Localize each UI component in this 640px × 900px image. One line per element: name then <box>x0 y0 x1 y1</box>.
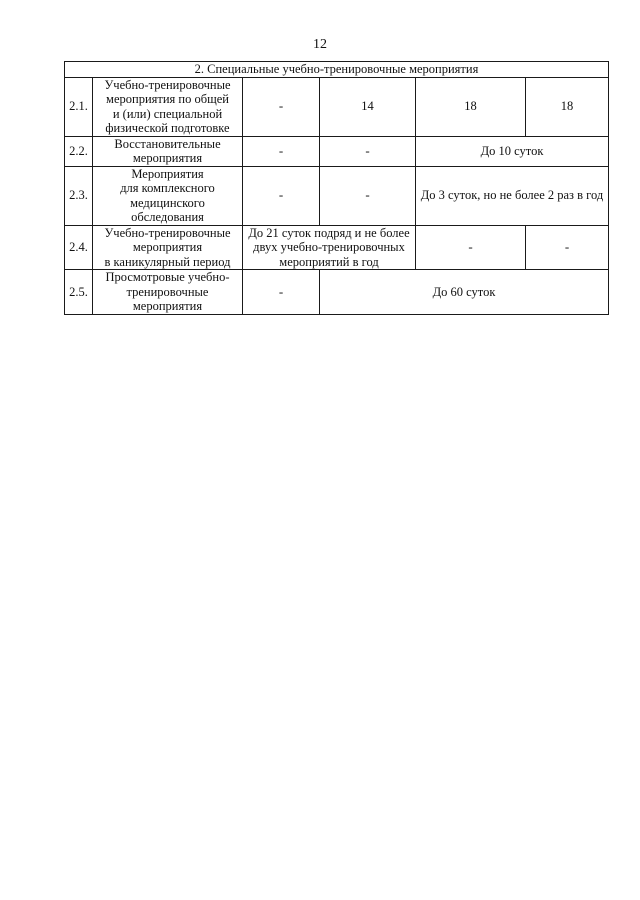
event-name-line: мероприятия <box>132 240 203 254</box>
event-name-line: и (или) специальной <box>112 106 223 121</box>
value-cell: - <box>320 166 416 225</box>
page-number: 12 <box>313 37 327 52</box>
event-name-line: для комплексного <box>120 181 215 195</box>
row-number: 2.3. <box>65 166 93 225</box>
event-name-line: мероприятия по общей <box>106 92 229 106</box>
merged-value-cell: До 3 суток, но не более 2 раз в год <box>416 166 609 225</box>
table-row <box>65 77 609 136</box>
merged-value-cell: До 60 суток <box>320 270 609 315</box>
event-name-line: Просмотровые учебно- <box>105 270 230 284</box>
value-cell: - <box>320 136 416 166</box>
value-cell: - <box>526 225 609 270</box>
event-name-line: Восстановительные <box>114 136 221 151</box>
value-cell: - <box>416 225 526 270</box>
value-cell: 18 <box>416 77 526 136</box>
merged-value-line: мероприятий в год <box>279 254 379 269</box>
table-row <box>65 136 609 166</box>
row-number: 2.5. <box>65 270 93 315</box>
merged-value-line: двух учебно-тренировочных <box>253 240 405 254</box>
merged-value-cell <box>243 225 416 270</box>
table-row <box>65 166 609 225</box>
merged-value-cell: До 10 суток <box>416 136 609 166</box>
event-name-line: Учебно-тренировочные <box>104 77 231 92</box>
section-title: 2. Специальные учебно-тренировочные мероприятия <box>65 62 609 78</box>
event-name-cell <box>93 77 243 136</box>
event-name-cell <box>93 225 243 270</box>
section-header-row <box>65 62 609 78</box>
event-name-line: тренировочные <box>126 284 209 299</box>
row-number: 2.1. <box>65 77 93 136</box>
table-row <box>65 225 609 270</box>
value-cell: - <box>243 270 320 315</box>
row-number: 2.2. <box>65 136 93 166</box>
event-name-line: обследования <box>131 210 204 224</box>
value-cell: - <box>243 77 320 136</box>
row-number: 2.4. <box>65 225 93 270</box>
event-name-line: мероприятия <box>132 151 203 165</box>
event-name-line: мероприятия <box>132 299 203 313</box>
merged-value-line: До 21 суток подряд и не более <box>248 225 410 240</box>
value-cell: - <box>243 136 320 166</box>
event-name-line: Учебно-тренировочные <box>104 225 231 240</box>
event-name-cell <box>93 166 243 225</box>
value-cell: - <box>243 166 320 225</box>
value-cell: 18 <box>526 77 609 136</box>
value-cell: 14 <box>320 77 416 136</box>
event-name-line: Мероприятия <box>131 166 204 181</box>
event-name-cell <box>93 136 243 166</box>
event-name-line: в каникулярный период <box>104 254 231 269</box>
event-name-cell <box>93 270 243 315</box>
event-name-line: медицинского <box>130 195 205 210</box>
training-events-table <box>64 61 609 315</box>
event-name-line: физической подготовке <box>105 121 230 135</box>
table-row <box>65 270 609 315</box>
